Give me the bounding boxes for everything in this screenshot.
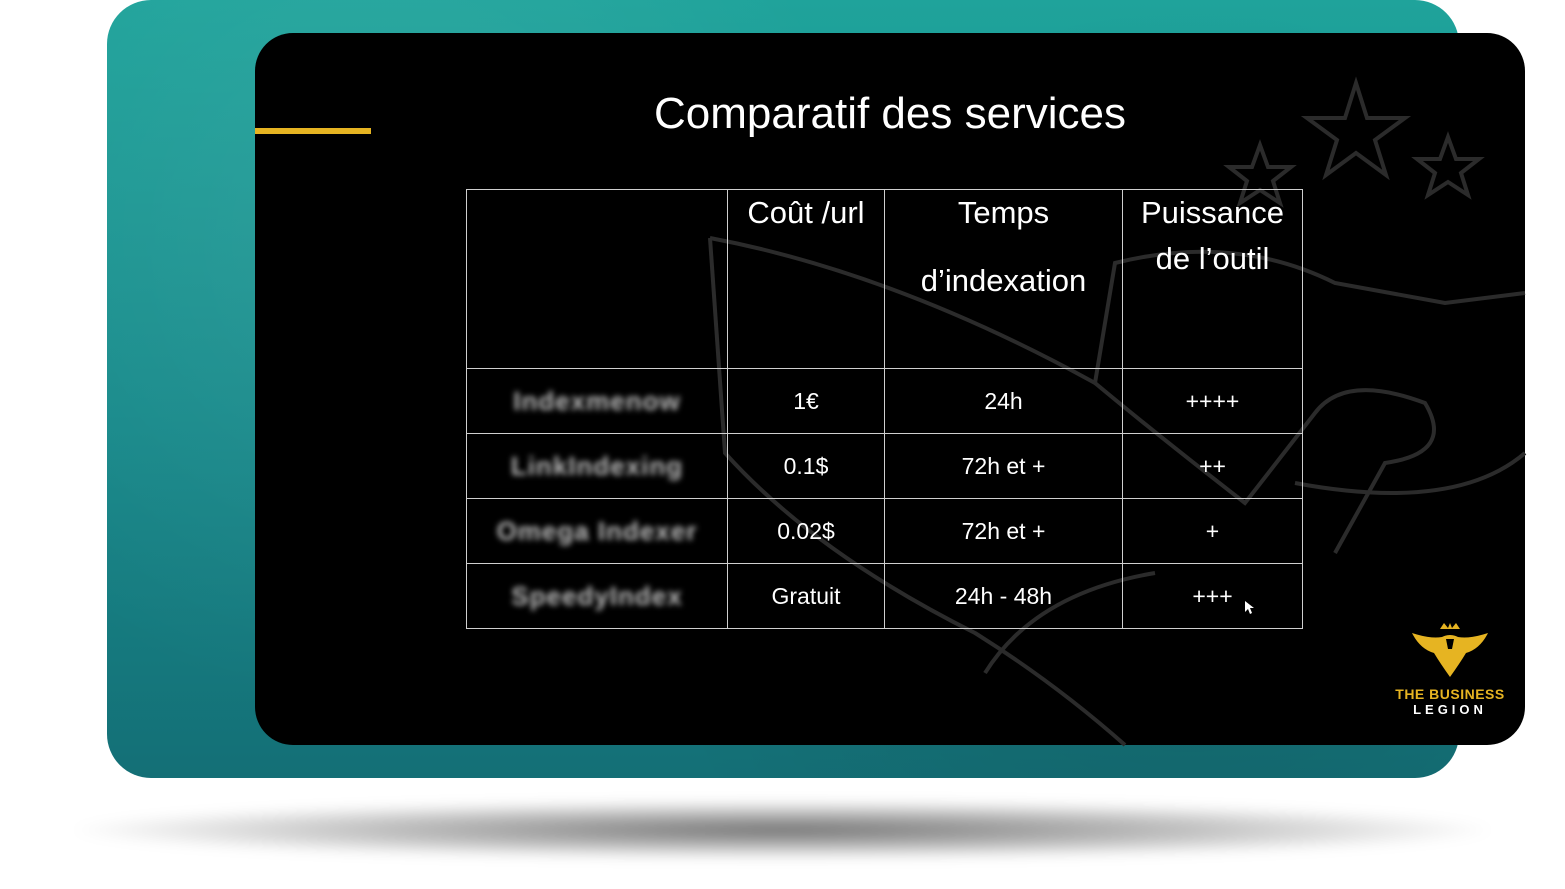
service-name-cell bbox=[467, 499, 728, 564]
service-name: SpeedyIndex bbox=[511, 580, 683, 611]
slide-title: Comparatif des services bbox=[654, 89, 1126, 138]
table-row bbox=[467, 499, 1303, 564]
logo-line2: LEGION bbox=[1413, 702, 1487, 717]
power-cell: + bbox=[1123, 499, 1303, 564]
header-time bbox=[885, 190, 1123, 369]
device-shadow bbox=[60, 800, 1505, 860]
cost-cell: 0.02$ bbox=[728, 499, 885, 564]
service-name: LinkIndexing bbox=[510, 450, 684, 481]
header-power bbox=[1123, 190, 1303, 369]
comparison-table bbox=[466, 189, 1303, 629]
header-empty-cell bbox=[467, 190, 728, 369]
eagle-crown-icon bbox=[1410, 623, 1490, 679]
cost-cell: 0.1$ bbox=[728, 434, 885, 499]
time-cell: 24h bbox=[885, 369, 1123, 434]
table-header-row bbox=[467, 190, 1303, 369]
header-time-line2: d’indexation bbox=[920, 263, 1087, 298]
mouse-cursor-icon bbox=[1245, 601, 1255, 615]
power-cell: ++ bbox=[1123, 434, 1303, 499]
video-frame bbox=[107, 0, 1505, 778]
header-power-line2: de l’outil bbox=[1155, 241, 1270, 276]
table-row bbox=[467, 434, 1303, 499]
header-time-line1: Temps bbox=[957, 195, 1050, 230]
brand-logo bbox=[1390, 623, 1510, 717]
service-name: Indexmenow bbox=[513, 385, 681, 416]
power-cell: +++ bbox=[1123, 564, 1303, 629]
table-row bbox=[467, 564, 1303, 629]
time-cell: 72h et + bbox=[885, 499, 1123, 564]
service-name-cell bbox=[467, 434, 728, 499]
power-cell: ++++ bbox=[1123, 369, 1303, 434]
header-cost bbox=[728, 190, 885, 369]
cost-cell: Gratuit bbox=[728, 564, 885, 629]
service-name: Omega Indexer bbox=[496, 515, 698, 546]
header-power-line1: Puissance bbox=[1140, 195, 1285, 230]
cost-cell: 1€ bbox=[728, 369, 885, 434]
time-cell: 24h - 48h bbox=[885, 564, 1123, 629]
logo-line1: THE BUSINESS bbox=[1395, 686, 1505, 702]
time-cell: 72h et + bbox=[885, 434, 1123, 499]
service-name-cell bbox=[467, 564, 728, 629]
header-cost-label: Coût /url bbox=[747, 195, 865, 230]
service-name-cell bbox=[467, 369, 728, 434]
table-row bbox=[467, 369, 1303, 434]
slide-screen bbox=[255, 33, 1525, 745]
